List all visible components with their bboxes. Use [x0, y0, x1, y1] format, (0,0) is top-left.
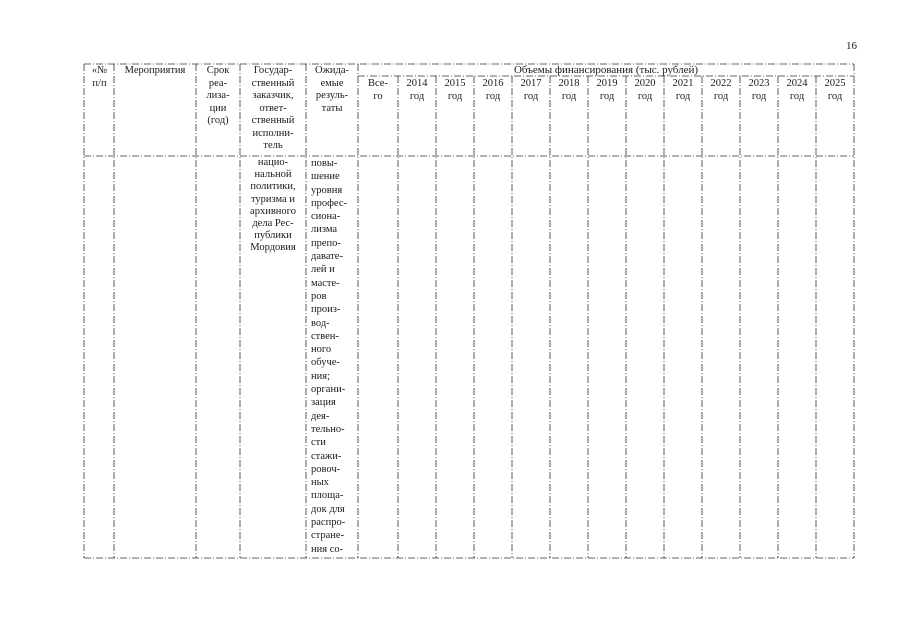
header-year-2023: 2023 год	[748, 78, 770, 102]
header-activity: Мероприятия	[124, 65, 186, 76]
header-year-2020: 2020 год	[634, 78, 656, 102]
row-results-text: повы- шение уровня профес- сиона- лизма препо- давате- лей и масте- ров произ- вод- ствен- ного обуче- ния; органи- зация дея- тельно- сти стажи- ровоч- ных площа- док для распро- стране- ния со-	[311, 158, 348, 555]
header-year-2016: 2016 год	[482, 78, 504, 102]
header-year-2019: 2019 год	[596, 78, 618, 102]
header-year-2014: 2014 год	[406, 78, 428, 102]
header-year-2017: 2017 год	[520, 78, 542, 102]
header-total: Все- го	[368, 78, 388, 102]
header-number: «№ п/п	[91, 65, 108, 89]
header-funding-group: Объемы финансирования (тыс. рублей)	[513, 64, 699, 76]
header-results: Ожида- емые резуль- таты	[315, 65, 349, 114]
header-year-2022: 2022 год	[710, 78, 732, 102]
header-customer: Государ- ственный заказчик, ответ- ственный исполни- тель	[251, 65, 295, 151]
row-customer-text: нацио- нальной политики, туризма и архивного дела Рес- публики Мордовия	[250, 157, 296, 254]
header-year-2024: 2024 год	[786, 78, 808, 102]
header-year-2018: 2018 год	[558, 78, 580, 102]
page-number: 16	[846, 40, 857, 52]
header-year-2021: 2021 год	[672, 78, 694, 102]
header-year-2015: 2015 год	[444, 78, 466, 102]
header-year-2025: 2025 год	[824, 78, 846, 102]
header-term: Срок реа- лиза- ции (год)	[206, 65, 230, 126]
